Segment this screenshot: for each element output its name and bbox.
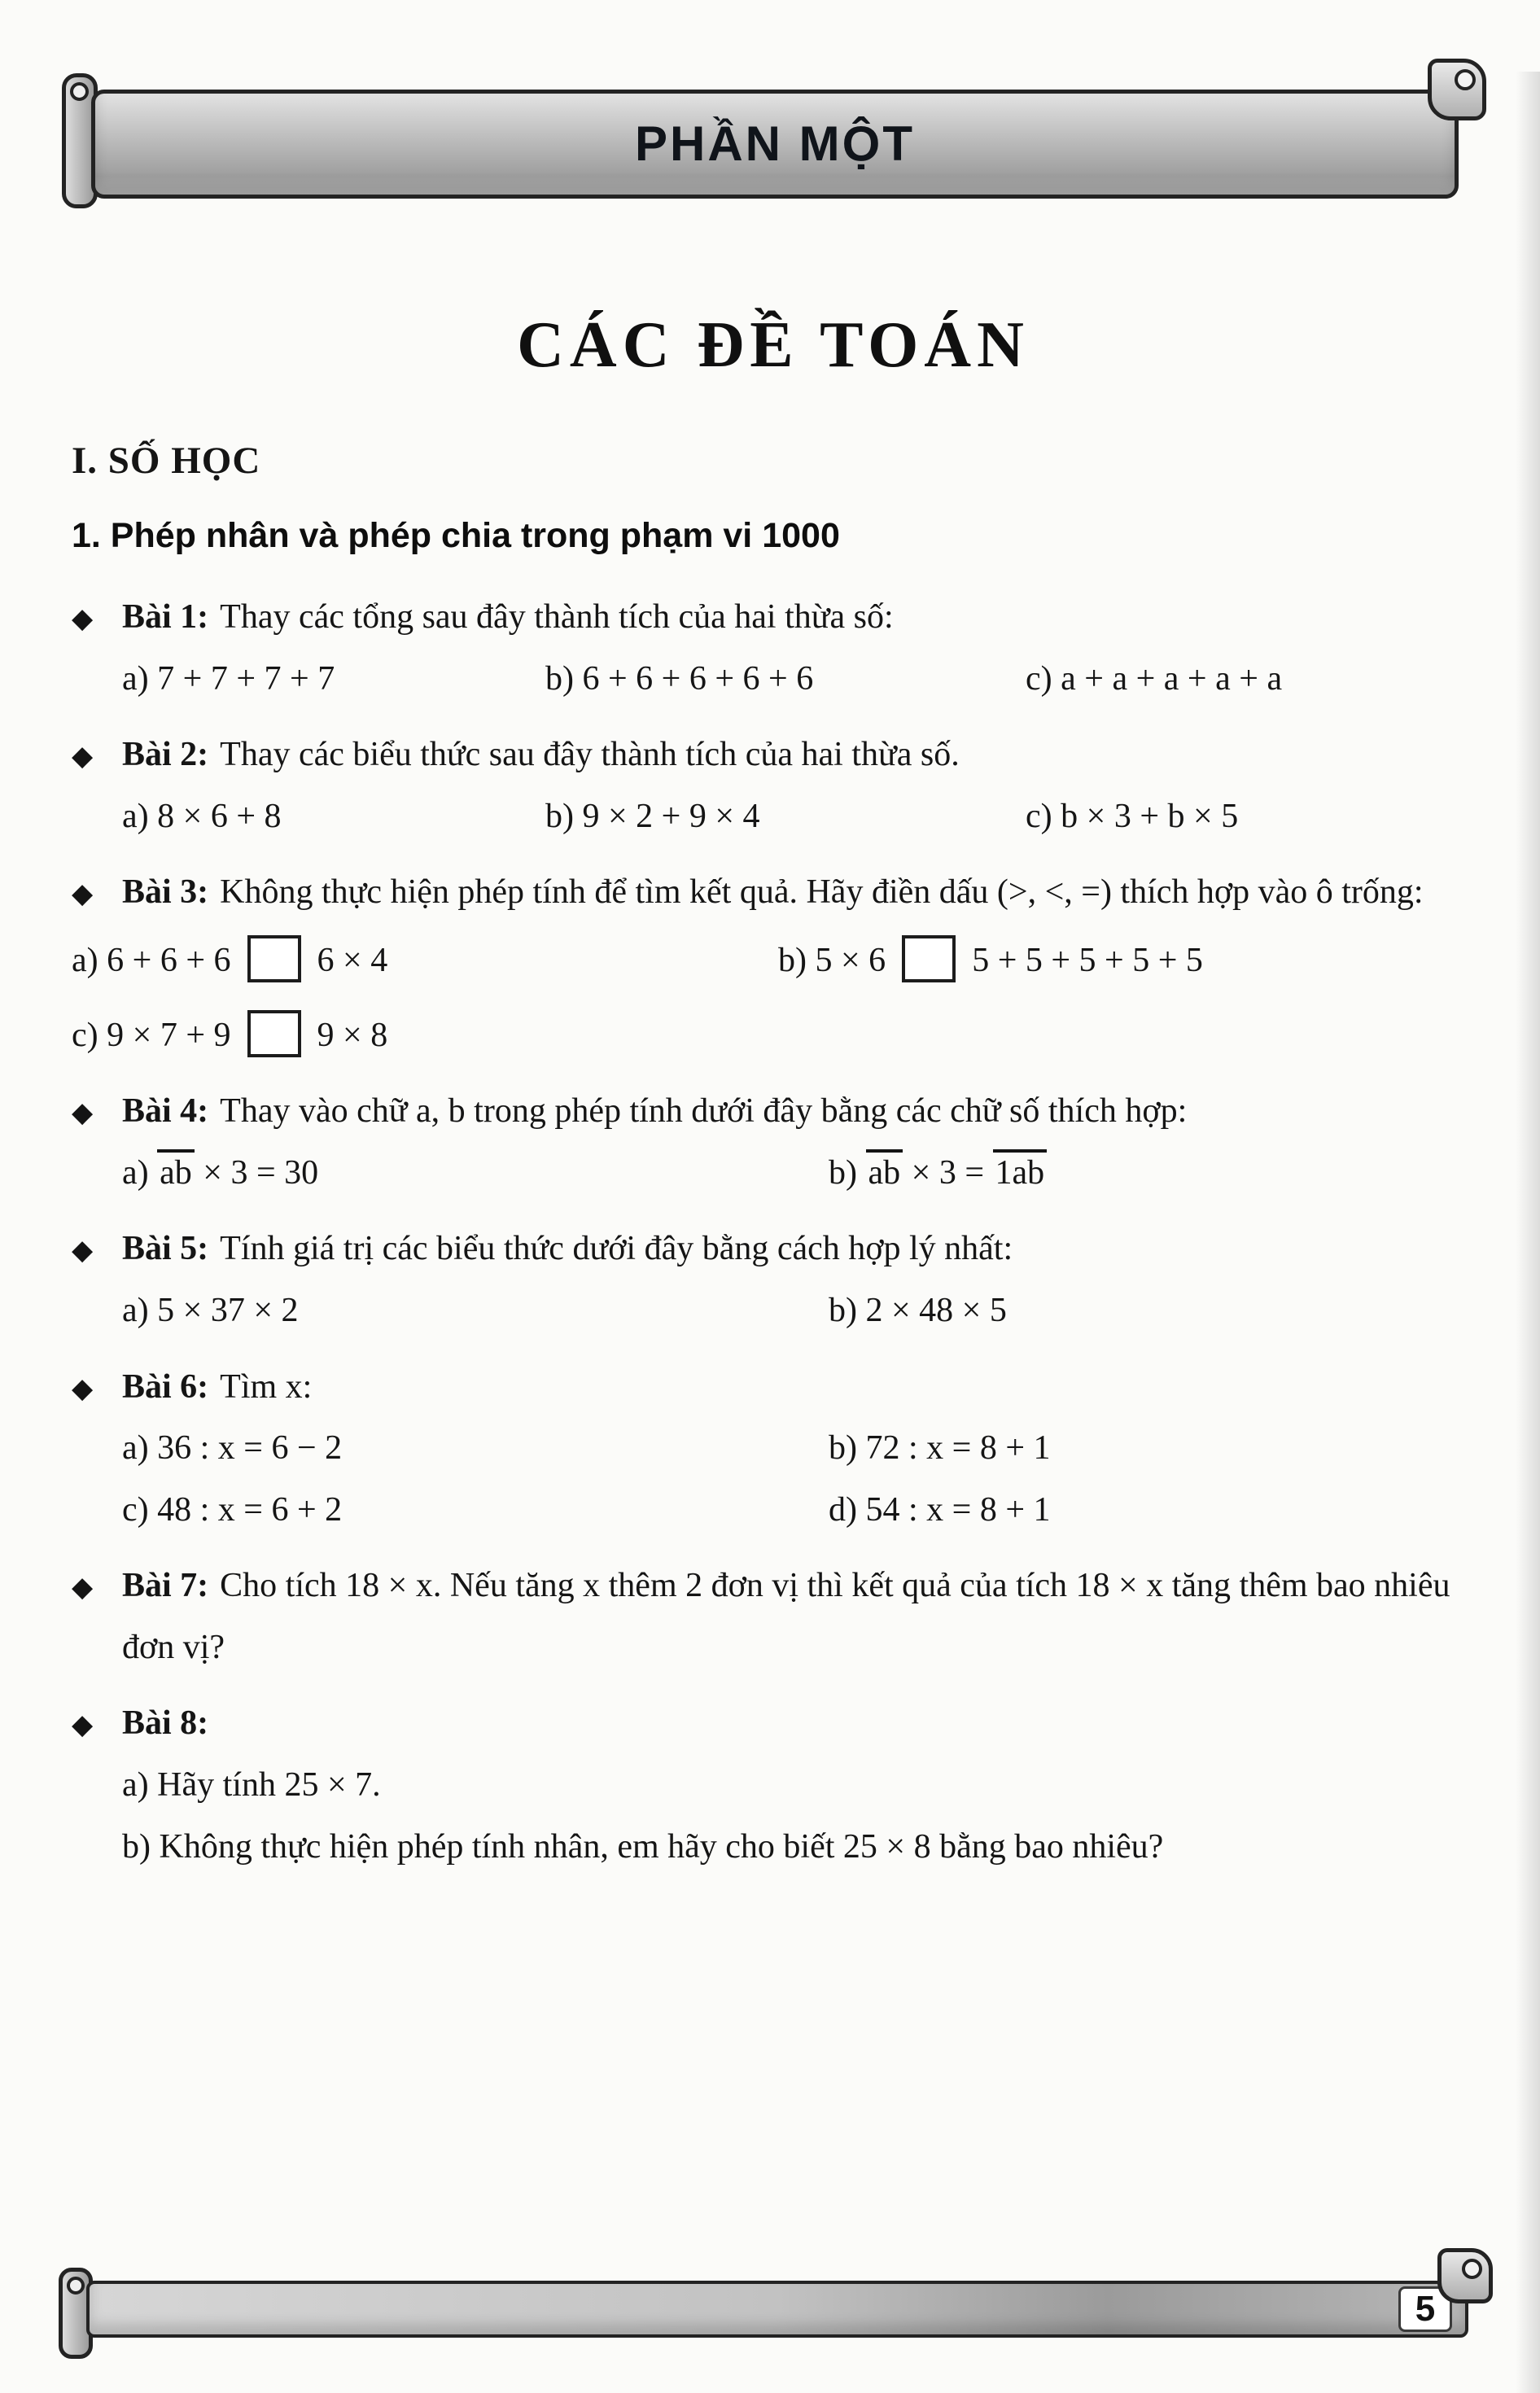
problem-6 xyxy=(72,1357,1475,1542)
overlined-digits: ab xyxy=(866,1149,903,1193)
scroll-right-curl-icon xyxy=(1428,59,1486,120)
expression-left: c) 9 × 7 + 9 xyxy=(72,1016,231,1054)
diamond-bullet-icon xyxy=(72,1081,122,1143)
problem-parts xyxy=(72,930,1475,992)
problem-parts xyxy=(72,1005,1475,1067)
diamond-bullet-icon xyxy=(72,862,122,924)
problem-label: Bài 3: xyxy=(122,873,209,912)
problem-parts xyxy=(122,1143,1475,1205)
problem-statement xyxy=(72,724,1475,786)
overlined-digits: ab xyxy=(157,1149,195,1193)
problem-label: Bài 8: xyxy=(122,1704,209,1743)
bottom-scroll-banner xyxy=(59,2251,1493,2359)
problem-5 xyxy=(72,1218,1475,1341)
page-number: 5 xyxy=(1398,2286,1452,2332)
problem-part xyxy=(778,930,1475,992)
problem-statement xyxy=(72,1218,1475,1280)
problem-label: Bài 2: xyxy=(122,736,209,774)
expression-right: 5 + 5 + 5 + 5 + 5 xyxy=(972,941,1203,979)
problem-label: Bài 5: xyxy=(122,1230,209,1268)
problem-part xyxy=(829,1143,1475,1205)
problem-4 xyxy=(72,1081,1475,1204)
diamond-bullet-icon xyxy=(72,587,122,649)
problem-parts xyxy=(122,1280,1475,1342)
problem-text: Tìm x: xyxy=(220,1367,313,1406)
expression-right: 9 × 8 xyxy=(317,1016,388,1054)
diamond-bullet-icon xyxy=(72,724,122,786)
problem-part: c) b × 3 + b × 5 xyxy=(1026,797,1239,835)
problem-statement xyxy=(72,1555,1475,1678)
problem-part xyxy=(122,1143,829,1205)
problem-parts xyxy=(122,786,1475,848)
problem-part: b) 9 × 2 + 9 × 4 xyxy=(545,797,760,835)
scroll-right-curl-icon xyxy=(1437,2248,1493,2303)
problem-text: Không thực hiện phép tính để tìm kết quả. Hãy điền dấu (>, <, =) thích hợp vào ô trống: xyxy=(220,873,1424,912)
diamond-bullet-icon xyxy=(72,1555,122,1678)
banner-bar xyxy=(86,2281,1468,2338)
part-mid: × 3 = xyxy=(903,1153,993,1192)
part-prefix: b) xyxy=(829,1153,866,1192)
problem-parts xyxy=(122,1755,1475,1878)
diamond-bullet-icon xyxy=(72,1357,122,1419)
problem-parts xyxy=(122,649,1475,711)
problem-part: a) 5 × 37 × 2 xyxy=(122,1291,299,1329)
overlined-digits: 1ab xyxy=(993,1149,1048,1193)
problem-part: b) Không thực hiện phép tính nhân, em hãy cho biết 25 × 8 bằng bao nhiêu? xyxy=(122,1827,1164,1866)
problem-8 xyxy=(72,1693,1475,1878)
answer-box xyxy=(902,935,956,982)
part-prefix: a) xyxy=(122,1153,158,1192)
answer-box xyxy=(247,935,301,982)
problem-part xyxy=(72,1005,387,1067)
problem-part: b) 2 × 48 × 5 xyxy=(829,1291,1007,1329)
problem-statement xyxy=(72,587,1475,649)
problem-part: a) Hãy tính 25 × 7. xyxy=(122,1766,381,1805)
answer-box xyxy=(247,1010,301,1057)
problem-statement xyxy=(72,862,1475,924)
problem-parts xyxy=(122,1480,1475,1542)
subsection-heading: 1. Phép nhân và phép chia trong phạm vi 1000 xyxy=(72,516,840,556)
problem-statement xyxy=(72,1081,1475,1143)
problem-label: Bài 6: xyxy=(122,1367,209,1406)
problem-text: Tính giá trị các biểu thức dưới đây bằng cách hợp lý nhất: xyxy=(220,1230,1013,1268)
page-title: CÁC ĐỀ TOÁN xyxy=(517,309,1030,381)
diamond-bullet-icon xyxy=(72,1693,122,1755)
problem-statement xyxy=(72,1357,1475,1419)
problem-label: Bài 4: xyxy=(122,1092,209,1131)
problem-part: c) a + a + a + a + a xyxy=(1026,659,1283,698)
problem-part: c) 48 : x = 6 + 2 xyxy=(122,1490,343,1529)
page-content xyxy=(0,306,1540,1878)
problem-text: Thay vào chữ a, b trong phép tính dưới đây bằng các chữ số thích hợp: xyxy=(220,1092,1188,1131)
problem-text: Thay các tổng sau đây thành tích của hai thừa số: xyxy=(220,597,894,636)
problem-part xyxy=(72,930,778,992)
problem-list xyxy=(72,587,1475,1878)
problem-parts xyxy=(122,1418,1475,1480)
problem-7 xyxy=(72,1555,1475,1678)
problem-1 xyxy=(72,587,1475,710)
problem-label: Bài 1: xyxy=(122,597,209,636)
top-scroll-banner xyxy=(62,72,1486,215)
problem-part: a) 8 × 6 + 8 xyxy=(122,797,282,835)
problem-part: a) 36 : x = 6 − 2 xyxy=(122,1429,343,1468)
problem-text: Thay các biểu thức sau đây thành tích của hai thừa số. xyxy=(220,736,960,774)
expression-left: a) 6 + 6 + 6 xyxy=(72,941,231,979)
problem-part: b) 72 : x = 8 + 1 xyxy=(829,1429,1051,1468)
banner-title: PHẦN MỘT xyxy=(635,116,915,171)
problem-3 xyxy=(72,862,1475,1066)
section-heading: I. SỐ HỌC xyxy=(72,440,261,482)
problem-part: d) 54 : x = 8 + 1 xyxy=(829,1490,1051,1529)
problem-2 xyxy=(72,724,1475,847)
problem-part: a) 7 + 7 + 7 + 7 xyxy=(122,659,335,698)
diamond-bullet-icon xyxy=(72,1218,122,1280)
problem-label: Bài 7: xyxy=(122,1567,209,1605)
expression-left: b) 5 × 6 xyxy=(778,941,886,979)
problem-part: b) 6 + 6 + 6 + 6 + 6 xyxy=(545,659,814,698)
expression-right: 6 × 4 xyxy=(317,941,388,979)
problem-text: Cho tích 18 × x. Nếu tăng x thêm 2 đơn vị thì kết quả của tích 18 × x tăng thêm bao nhiêu đơn vị? xyxy=(122,1567,1450,1666)
part-mid: × 3 = 30 xyxy=(194,1153,319,1192)
problem-statement xyxy=(72,1693,1475,1755)
banner-bar xyxy=(91,90,1459,199)
